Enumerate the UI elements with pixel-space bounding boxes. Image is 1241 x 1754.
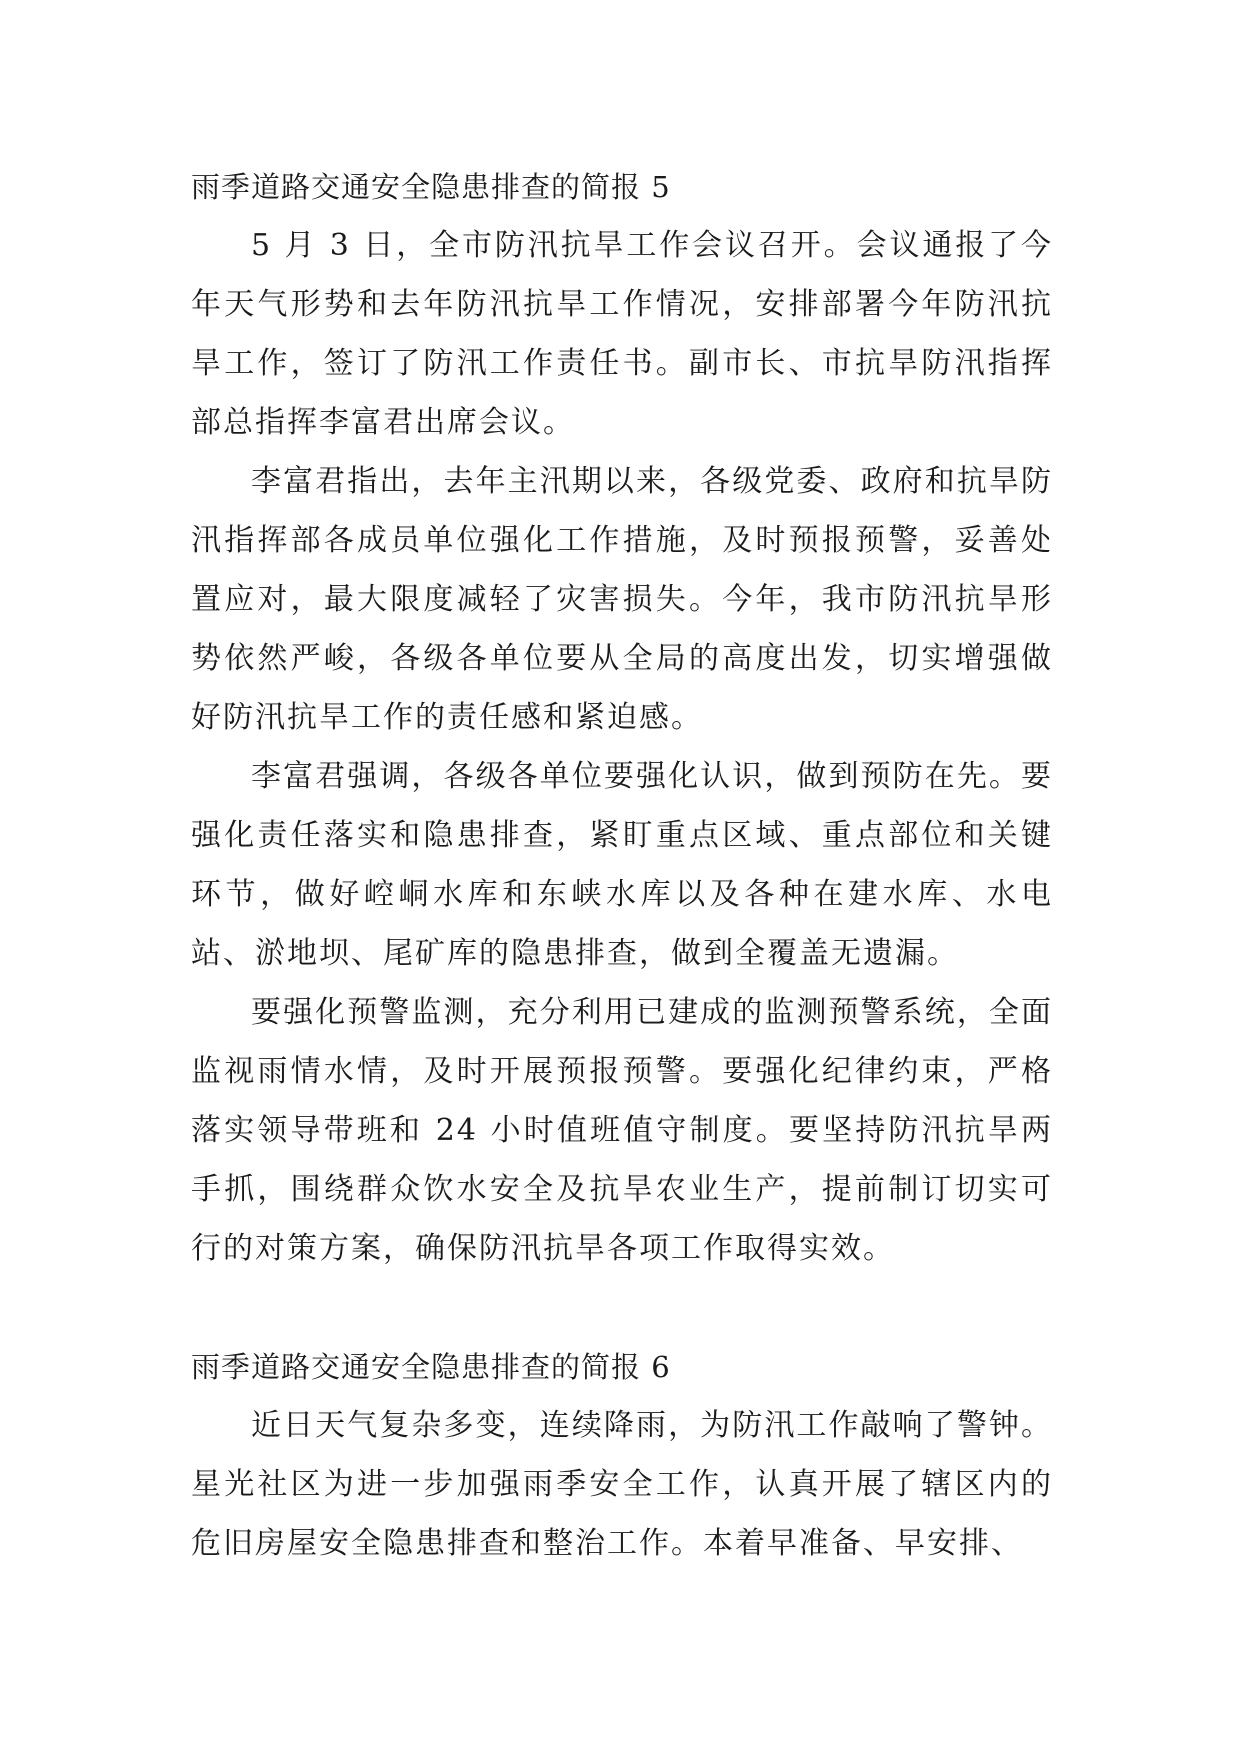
section-5-paragraph-2: 李富君指出，去年主汛期以来，各级党委、政府和抗旱防汛指挥部各成员单位强化工作措施，及时预报预警，妥善处置应对，最大限度减轻了灾害损失。今年，我市防汛抗旱形势依然严峻，各级各单位要从全局的高度出发，切实增强做好防汛抗旱工作的责任感和紧迫感。 [191, 464, 1053, 735]
section-5-paragraph-4: 要强化预警监测，充分利用已建成的监测预警系统，全面监视雨情水情，及时开展预报预警。要强化纪律约束，严格落实领导带班和 24 小时值班值守制度。要坚持防汛抗旱两手抓，围绕群众饮水安全及抗旱农业生产，提前制订切实可行的对策方案，确保防汛抗旱各项工作取得实效。 [191, 995, 1053, 1266]
section-divider-space [191, 1278, 1053, 1338]
section-5-title: 雨季道路交通安全隐患排查的简报 5 [191, 170, 671, 204]
section-6-paragraph-1: 近日天气复杂多变，连续降雨，为防汛工作敲响了警钟。星光社区为进一步加强雨季安全工作，认真开展了辖区内的危旧房屋安全隐患排查和整治工作。本着早准备、早安排、 [191, 1408, 1053, 1561]
section-5-paragraph-1: 5 月 3 日，全市防汛抗旱工作会议召开。会议通报了今年天气形势和去年防汛抗旱工作情况，安排部署今年防汛抗旱工作，签订了防汛工作责任书。副市长、市抗旱防汛指挥部总指挥李富君出席会议。 [191, 228, 1053, 440]
section-6-title: 雨季道路交通安全隐患排查的简报 6 [191, 1350, 671, 1384]
document-page [191, 158, 1053, 1573]
section-5-paragraph-3: 李富君强调，各级各单位要强化认识，做到预防在先。要强化责任落实和隐患排查，紧盯重点区域、重点部位和关键环节，做好崆峒水库和东峡水库以及各种在建水库、水电站、淤地坝、尾矿库的隐患排查，做到全覆盖无遗漏。 [191, 759, 1053, 971]
